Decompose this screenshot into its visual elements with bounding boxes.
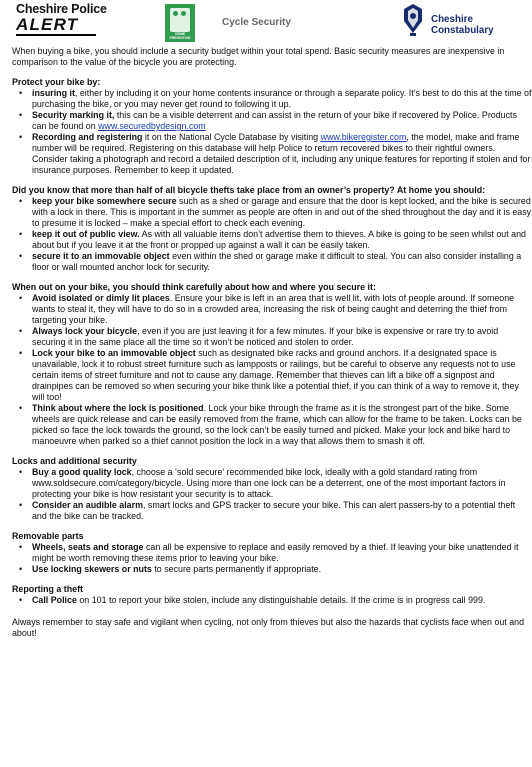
item-text: even within the shed or garage make it difficult to steal. You can also consider installing a floor or wall mounted anchor lock for security. [32,251,522,272]
item-text-after: , the model, make and frame number will be required. Registering on this database will help Police to return recovered bikes to their rightful owners. Consider taking a photograph and record a detailed description of it, including any unique features for reporting if stolen and for insurance purposes. Remember to keep it updated. [32,132,531,175]
locks-list [12,467,532,522]
item-text: As with all valuable items don’t advertise them to thieves. A bike is going to be seen whilst out and about but if you leave it at the front or propped up against a wall it can be easily taken. [32,229,526,250]
item-lead: Buy a good quality lock [32,467,132,477]
constabulary-line2: Constabulary [431,25,494,36]
brand-underline [16,34,96,36]
item-text: , smart locks and GPS tracker to secure your bike. This can alert passers-by to a potential theft and the bike can be tracked. [32,500,516,521]
closing-paragraph: Always remember to stay safe and vigilant when cycling, not only from thieves but also the hazards that cyclists face when out and about! [12,617,525,638]
section-heading-reporting: Reporting a theft [12,584,83,594]
item-text: can all be expensive to replace and easily removed by a thief. If leaving your bike unattended it might be worth removing these items prior to leaving your bike. [32,542,519,563]
item-text: it on the National Cycle Database by visiting [142,132,321,142]
item-lead: insuring it [32,88,75,98]
when-out-list [12,293,532,447]
item-lead: keep it out of public view. [32,229,140,239]
brand-line1: Cheshire Police [16,2,107,16]
item-lead: Wheels, seats and storage [32,542,144,552]
item-lead: Lock your bike to an immovable object [32,348,196,358]
removable-list [12,542,532,575]
bikeregister-link[interactable]: www.bikeregister.com [320,132,407,142]
list-item [12,564,532,575]
list-item [12,132,532,176]
list-item [12,595,532,606]
constabulary-line1: Cheshire [431,14,473,25]
list-item [12,326,532,348]
item-lead: Consider an audible alarm [32,500,143,510]
list-item [12,229,532,251]
item-text: , either by including it on your home contents insurance or through a separate policy. It’s best to do this at the time of purchasing the bike, or you may never get round to following it up. [32,88,532,109]
item-text: , choose a ‘sold secure’ recommended bike lock, ideally with a gold standard rating from www.soldsecure.com/category/bicycle. Using more than one lock can be a deterrent, one of the most important factors in protecting your bike is how resistant your security is to attack. [32,467,506,499]
item-text: to secure parts permanently if appropriate. [151,564,322,574]
list-item [12,403,532,447]
securedbydesign-link[interactable]: www.securedbydesign.com [98,121,206,131]
item-lead: Think about where the lock is positioned [32,403,204,413]
item-lead: Security marking it, [32,110,115,120]
item-lead: Avoid isolated or dimly lit places [32,293,170,303]
item-lead: Use locking skewers or nuts [32,564,152,574]
section-heading-did-you-know: Did you know that more than half of all bicycle thefts take place from an owner’s property? At home you should: [12,185,486,195]
people-icon [170,8,190,32]
item-text: such as a shed or garage and ensure that the door is kept locked, and the bike is secured with a lock in there. This is important in the summer as people are often in and out of the shed throughout the day and it is easy to presume it is locked – make a special effort to check each evening. [32,196,532,228]
constabulary-name [431,14,494,36]
item-text: such as designated bike racks and ground anchors. If a designated space is unavailable, lock it to robust street furniture such as lampposts or railings, but be careful to observe any requests not to use certain items of street furniture and not to cause any damage. Remember that thieves can lift a bike off a signpost and drainpipes can be removed so when securing your bike think like a potential thief, if you can think of a way to remove it, they will too! [32,348,519,402]
list-item [12,196,532,229]
list-item [12,293,532,326]
list-item [12,88,532,110]
brand-line2: ALERT [16,15,79,34]
list-item [12,542,532,564]
item-lead: Recording and registering [32,132,143,142]
protect-list [12,88,532,176]
intro-paragraph: When buying a bike, you should include a security budget within your total spend. Basic security measures are inexpensive in comparison to the value of the bicycle you are protecting. [12,46,505,67]
header [12,0,532,46]
section-heading-removable: Removable parts [12,531,84,541]
cheshire-police-alert-logo [16,3,126,36]
list-item [12,500,532,522]
item-lead: Call Police [32,595,77,605]
section-heading-locks: Locks and additional security [12,456,137,466]
crime-prevention-logo-icon [165,4,195,42]
item-text: on 101 to report your bike stolen, include any distinguishable details. If the crime is in progress call 999. [76,595,486,605]
item-text: . Lock your bike through the frame as it is the strongest part of the bike. Some wheels are quick release and can be easily removed from the frame, which can allow for the frame to be taken. Locks can be picked so face the lock towards the ground, so the lock can’t be easily turned and picked. Make your lock and bike hard to manoeuvre when parked so a thief cannot position the lock in a way that allows them to smash it off. [32,403,522,446]
section-heading-when-out: When out on your bike, you should think carefully about how and where you secure it: [12,282,376,292]
home-list [12,196,532,273]
item-lead: Always lock your bicycle [32,326,138,336]
item-text: this can be a visible deterrent and can assist in the return of your bike if recovered by Police. Products can be found on [32,110,517,131]
list-item [12,348,532,403]
section-heading-protect: Protect your bike by: [12,77,101,87]
crime-logo-text: CRIME PREVENTION [169,32,191,40]
item-lead: secure it to an immovable object [32,251,170,261]
reporting-list [12,595,532,606]
item-text: , even if you are just leaving it for a few minutes. If your bike is expensive or rare try to avoid securing it in the same place all the time so it won’t be noticed and stolen to order. [32,326,499,347]
list-item [12,110,532,132]
item-lead: keep your bike somewhere secure [32,196,177,206]
constabulary-crest-icon [401,3,425,37]
list-item [12,467,532,500]
list-item [12,251,532,273]
item-text: . Ensure your bike is left in an area that is well lit, with lots of people around. If someone wants to steal it, they will have to do so in a crowded area, increasing the risk of being caught and deterring the thief from targeting your bike. [32,293,515,325]
page-title: Cycle Security [222,17,291,28]
